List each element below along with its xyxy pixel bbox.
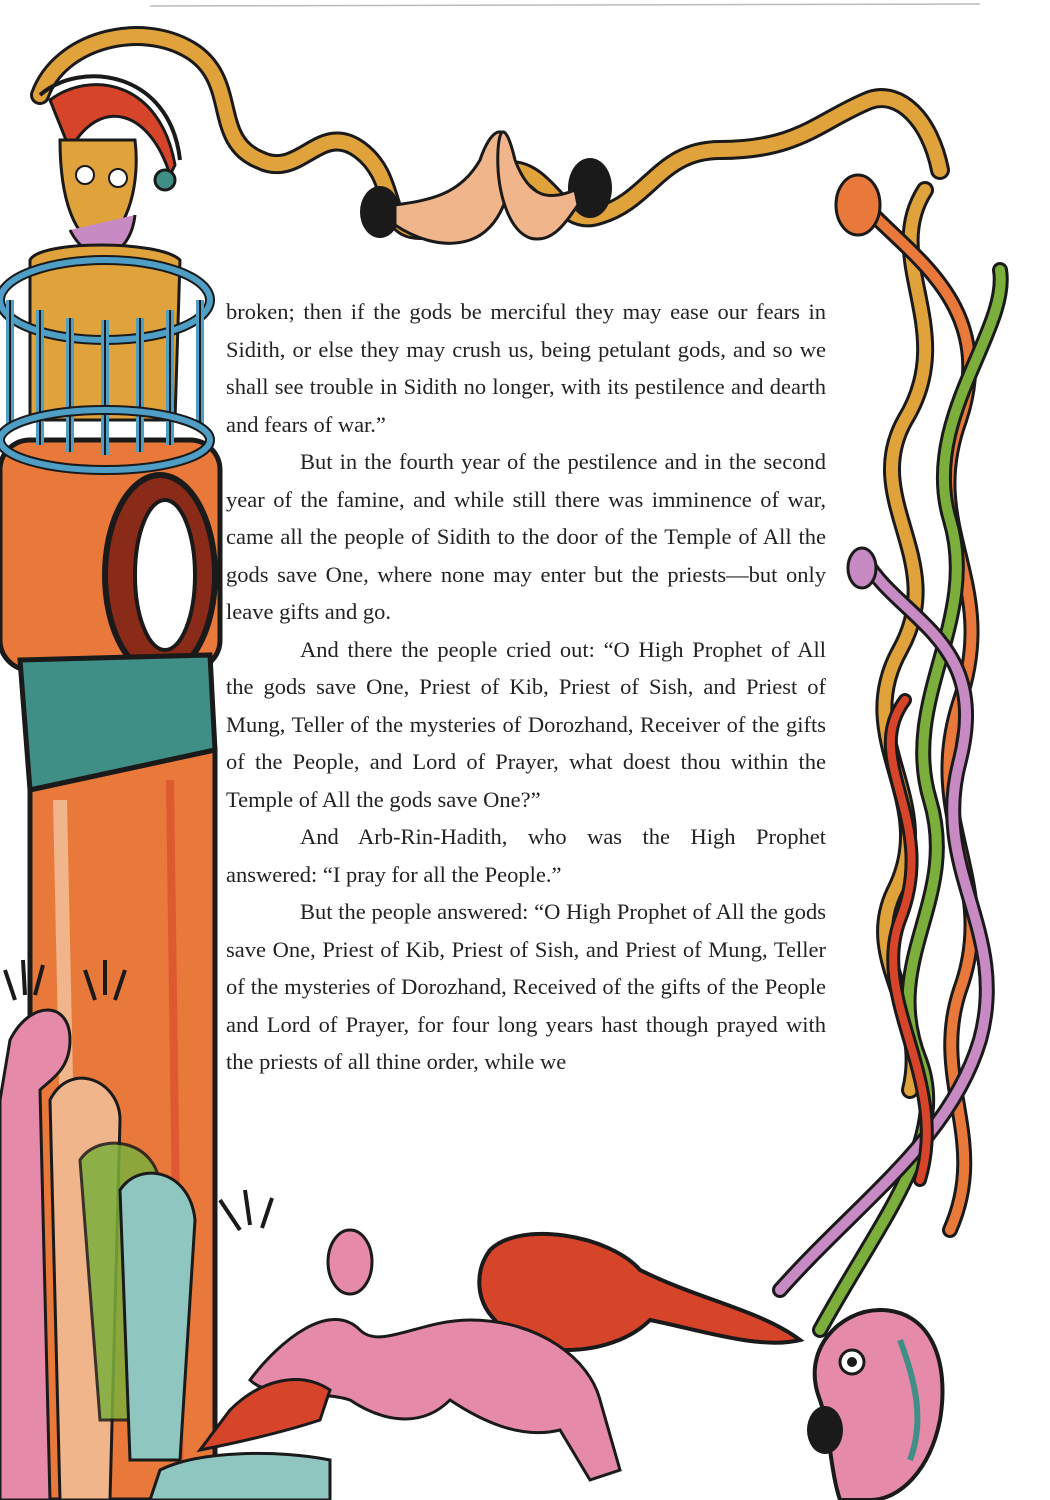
paragraph-4: And Arb-Rin-Hadith, who was the High Prophet answered: “I pray for all the People.” [226,824,826,887]
jester-on-balcony [0,76,210,470]
paragraph-3: And there the people cried out: “O High Prophet of All the gods save One, Priest of Kib, Priest of Sish, and Priest of Mung, Teller of the mysteries of Dorozhand, Receiver of the gifts of the People, and Lord of Prayer, what doest thou within the Temple of All the gods save One?” [226,636,826,812]
body-text [226,293,826,1081]
praying-hands [360,132,612,243]
top-rule [150,4,980,6]
paragraph-5: But the people answered: “O High Prophet of All the gods save One, Priest of Kib, Priest of Sish, and Priest of Mung, Teller of the mysteries of Dorozhand, Received of the gifts of the People and Lord of Prayer, for four long years hast though prayed with the priests of all thine order, while we [226,899,826,1074]
paragraph-2: But in the fourth year of the pestilence and in the second year of the famine, and while still there was imminence of war, came all the people of Sidith to the door of the Temple of All the gods save One, where none may enter but the priests—but only leave gifts and go. [226,449,826,624]
paragraph-1: broken; then if the gods be merciful they may ease our fears in Sidith, or else they may crush us, being petulant gods, and so we shall see trouble in Sidith no longer, with its pestilence and dearth and fears of war.” [226,299,826,437]
screaming-skull [807,1310,943,1500]
